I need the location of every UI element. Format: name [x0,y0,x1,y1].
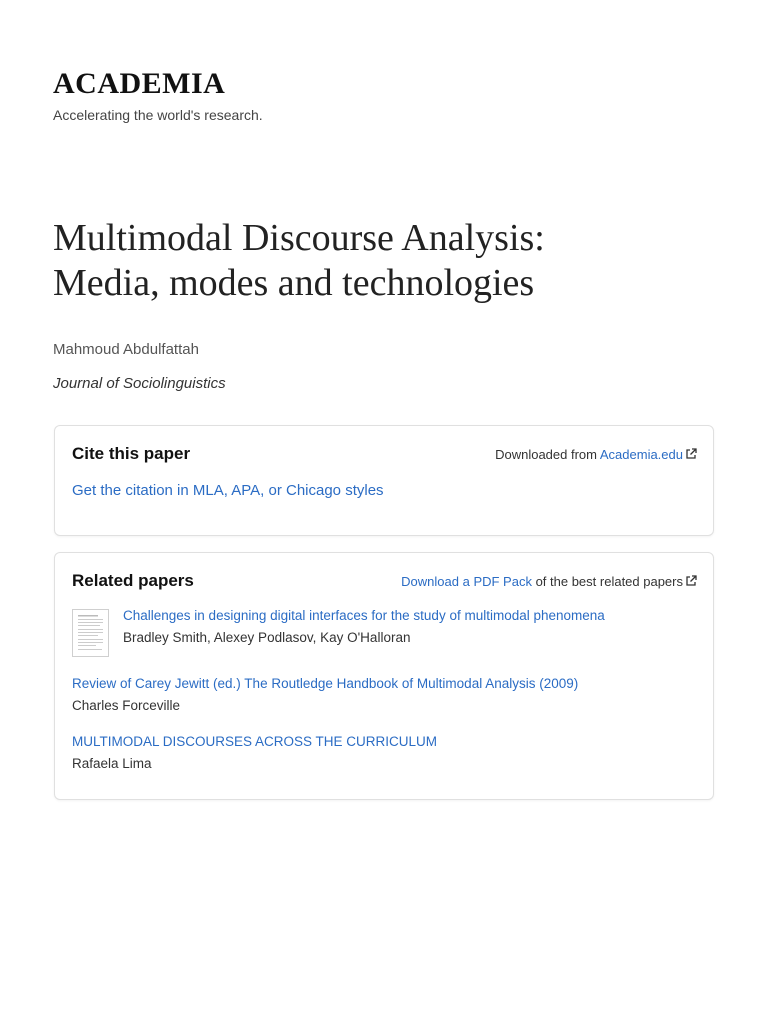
related-papers-card [54,552,714,800]
downloaded-prefix: Downloaded from [495,447,600,462]
get-citation-link[interactable]: Get the citation in MLA, APA, or Chicago styles [72,482,384,499]
paper-author: Mahmoud Abdulfattah [53,341,199,358]
paper-title-line-2: Media, modes and technologies [53,262,535,304]
downloaded-from [495,446,697,464]
related-paper-authors: Rafaela Lima [72,756,152,771]
cite-heading: Cite this paper [72,444,191,463]
tagline: Accelerating the world's research. [53,107,263,123]
related-paper-title-link[interactable]: MULTIMODAL DISCOURSES ACROSS THE CURRICULUM [72,734,438,749]
related-heading: Related papers [72,571,194,590]
related-paper-title-link[interactable]: Challenges in designing digital interfaces for the study of multimodal phenomena [123,608,605,623]
pdf-pack-note [401,573,697,591]
related-paper-authors: Bradley Smith, Alexey Podlasov, Kay O'Halloran [123,630,411,645]
external-link-icon [685,448,697,460]
related-paper-title-link[interactable]: Review of Carey Jewitt (ed.) The Routledge Handbook of Multimodal Analysis (2009) [72,676,579,691]
paper-title [53,216,733,306]
related-paper-item [72,675,697,715]
related-paper-item [72,607,697,659]
paper-title-line-1: Multimodal Discourse Analysis: [53,217,545,259]
related-paper-authors: Charles Forceville [72,698,181,713]
academia-edu-link-label: Academia.edu [599,447,683,462]
document-thumbnail-icon[interactable] [72,609,109,657]
cite-card [54,425,714,536]
paper-journal: Journal of Sociolinguistics [53,375,226,392]
academia-edu-link[interactable] [600,447,697,462]
related-paper-item [72,733,697,773]
related-papers-list [72,607,697,791]
pdf-pack-suffix: of the best related papers [531,574,683,589]
download-pdf-pack-link[interactable]: Download a PDF Pack [401,574,532,589]
academia-logo: ACADEMIA [53,67,226,100]
external-link-icon [685,575,697,587]
related-paper-text [123,607,605,647]
